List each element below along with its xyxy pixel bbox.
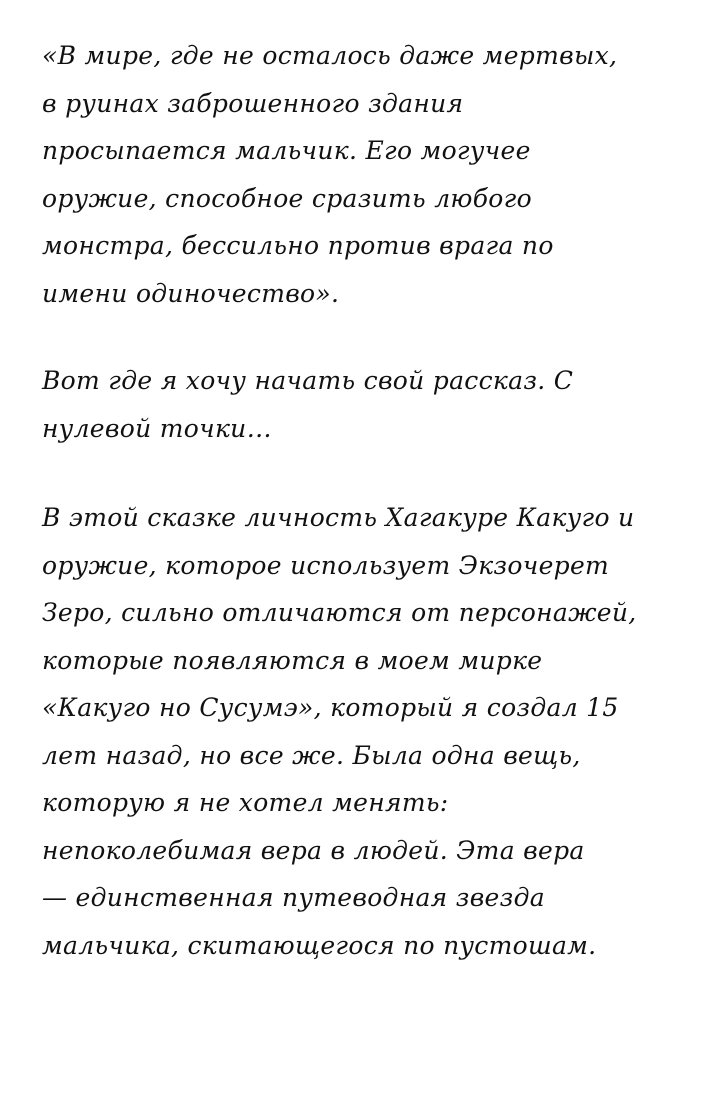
text-line: лет назад, но все же. Была одна вещь, <box>42 740 581 770</box>
text-line: — единственная путеводная звезда <box>42 883 545 912</box>
text-line: монстра, бессильно против врага по <box>42 231 554 260</box>
text-line: имени одиночество». <box>42 278 340 308</box>
text-line: которые появляются в моем мирке <box>42 645 543 675</box>
text-line: нулевой точки… <box>42 413 272 443</box>
text-line: «Какуго но Сусумэ», который я создал 15 <box>42 693 619 722</box>
paragraph-story-start <box>42 357 702 452</box>
text-line: в руинах заброшенного здания <box>42 88 464 118</box>
text-line: мальчика, скитающегося по пустошам. <box>42 930 597 960</box>
paragraph-author-note <box>42 494 702 969</box>
text-line: Зеро, сильно отличаются от персонажей, <box>42 598 637 627</box>
paragraph-intro-quote <box>42 32 702 317</box>
text-line: которую я не хотел менять: <box>42 788 449 817</box>
text-line: Вот где я хочу начать свой рассказ. С <box>42 366 574 395</box>
text-line: просыпается мальчик. Его могучее <box>42 136 531 165</box>
text-line: «В мире, где не осталось даже мертвых, <box>42 41 618 70</box>
text-line: В этой сказке личность Хагакуре Какуго и <box>42 503 635 532</box>
text-line: оружие, которое использует Экзочерет <box>42 550 610 580</box>
text-line: непоколебимая вера в людей. Эта вера <box>42 835 585 865</box>
text-line: оружие, способное сразить любого <box>42 183 532 213</box>
